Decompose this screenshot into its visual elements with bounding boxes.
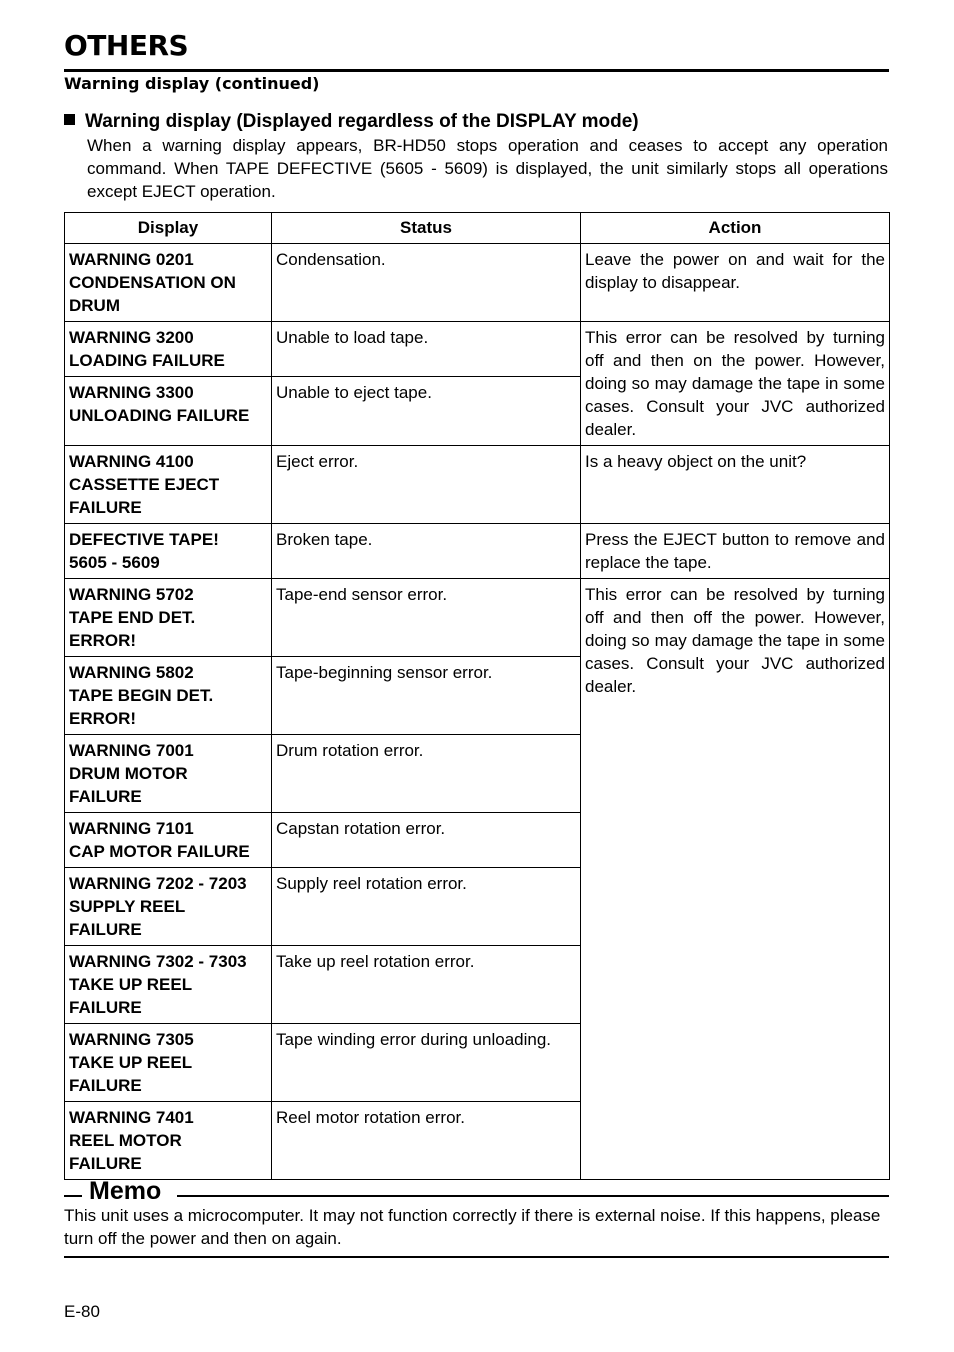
display-line: WARNING 3200 bbox=[69, 328, 194, 347]
status-cell: Broken tape. bbox=[272, 524, 581, 579]
display-cell bbox=[65, 524, 272, 579]
table-row bbox=[65, 446, 890, 524]
action-cell: Leave the power on and wait for the display to disappear. bbox=[581, 244, 890, 322]
square-bullet-icon bbox=[64, 114, 75, 125]
display-line: UNLOADING FAILURE bbox=[69, 406, 250, 426]
display-line: WARNING 7305 bbox=[69, 1030, 194, 1049]
display-cell bbox=[65, 579, 272, 657]
display-line: WARNING 5802 bbox=[69, 663, 194, 682]
display-line: ERROR! bbox=[69, 709, 137, 728]
action-cell: This error can be resolved by turning off and then off the power. However, doing so may damage the tape in some cases. Consult your JVC authorized dealer. bbox=[581, 579, 890, 1180]
display-cell bbox=[65, 446, 272, 524]
table-row bbox=[65, 244, 890, 322]
bullet-heading bbox=[64, 111, 639, 133]
display-cell bbox=[65, 377, 272, 446]
display-line: FAILURE bbox=[69, 998, 142, 1017]
table-row bbox=[65, 579, 890, 657]
memo-title: Memo bbox=[89, 1177, 162, 1205]
table-header-row bbox=[65, 213, 890, 244]
status-cell: Reel motor rotation error. bbox=[272, 1102, 581, 1180]
section-subheading: Warning display (continued) bbox=[64, 74, 320, 93]
column-header-action: Action bbox=[581, 213, 890, 244]
display-cell bbox=[65, 244, 272, 322]
display-line: 5605 - 5609 bbox=[69, 553, 160, 572]
display-line: FAILURE bbox=[69, 498, 142, 517]
column-header-display: Display bbox=[65, 213, 272, 244]
memo-text: This unit uses a microcomputer. It may not function correctly if there is external noise. If this happens, please turn off the power and then on again. bbox=[64, 1206, 881, 1248]
display-line: WARNING 3300 bbox=[69, 383, 194, 403]
section-title: OTHERS bbox=[64, 29, 189, 62]
table-row bbox=[65, 322, 890, 377]
display-line: TAPE END DET. bbox=[69, 608, 196, 627]
display-line: REEL MOTOR bbox=[69, 1131, 182, 1150]
status-cell: Drum rotation error. bbox=[272, 735, 581, 813]
display-line: DRUM bbox=[69, 296, 120, 315]
display-cell bbox=[65, 1024, 272, 1102]
status-cell: Unable to eject tape. bbox=[272, 377, 581, 446]
action-cell: Press the EJECT button to remove and replace the tape. bbox=[581, 524, 890, 579]
status-cell: Eject error. bbox=[272, 446, 581, 524]
display-line: WARNING 0201 bbox=[69, 250, 194, 269]
display-line: DEFECTIVE TAPE! bbox=[69, 530, 219, 549]
display-line: WARNING 7302 - 7303 bbox=[69, 952, 247, 971]
display-line: FAILURE bbox=[69, 1076, 142, 1095]
display-line: WARNING 5702 bbox=[69, 585, 194, 604]
display-line: WARNING 4100 bbox=[69, 452, 194, 471]
status-cell: Tape winding error during unloading. bbox=[272, 1024, 581, 1102]
display-line: WARNING 7401 bbox=[69, 1108, 194, 1127]
display-line: FAILURE bbox=[69, 1154, 142, 1173]
display-line: FAILURE bbox=[69, 920, 142, 939]
status-cell: Tape-end sensor error. bbox=[272, 579, 581, 657]
display-line: CONDENSATION ON bbox=[69, 273, 236, 292]
action-cell: This error can be resolved by turning off and then on the power. However, doing so may damage the tape in some cases. Consult your JVC authorized dealer. bbox=[581, 322, 890, 446]
display-line: TAPE BEGIN DET. bbox=[69, 686, 214, 705]
memo-bottom-rule bbox=[64, 1256, 889, 1258]
display-cell bbox=[65, 322, 272, 377]
display-line: TAKE UP REEL bbox=[69, 975, 193, 994]
display-line: WARNING 7202 - 7203 bbox=[69, 874, 247, 893]
intro-paragraph: When a warning display appears, BR-HD50 stops operation and ceases to accept any operation command. When TAPE DEFECTIVE (5605 - 5609) is displayed, the unit similarly stops all operations except EJECT operation. bbox=[87, 136, 888, 201]
display-line: TAKE UP REEL bbox=[69, 1053, 193, 1072]
title-divider bbox=[64, 69, 889, 72]
display-cell bbox=[65, 735, 272, 813]
display-cell bbox=[65, 868, 272, 946]
display-line: ERROR! bbox=[69, 631, 137, 650]
page-number: E-80 bbox=[64, 1302, 100, 1321]
status-cell: Unable to load tape. bbox=[272, 322, 581, 377]
display-line: CASSETTE EJECT bbox=[69, 475, 220, 494]
status-cell: Supply reel rotation error. bbox=[272, 868, 581, 946]
warning-table bbox=[64, 212, 890, 1180]
display-cell bbox=[65, 813, 272, 868]
display-line: FAILURE bbox=[69, 787, 142, 806]
status-cell: Take up reel rotation error. bbox=[272, 946, 581, 1024]
display-line: WARNING 7001 bbox=[69, 741, 194, 760]
bullet-heading-text: Warning display (Displayed regardless of the DISPLAY mode) bbox=[85, 111, 639, 132]
table-row bbox=[65, 524, 890, 579]
status-cell: Tape-beginning sensor error. bbox=[272, 657, 581, 735]
display-line: LOADING FAILURE bbox=[69, 351, 225, 370]
status-cell: Condensation. bbox=[272, 244, 581, 322]
display-cell bbox=[65, 946, 272, 1024]
column-header-status: Status bbox=[272, 213, 581, 244]
display-line: WARNING 7101 bbox=[69, 819, 194, 838]
display-line: DRUM MOTOR bbox=[69, 764, 188, 783]
display-cell bbox=[65, 657, 272, 735]
action-cell: Is a heavy object on the unit? bbox=[581, 446, 890, 524]
memo-rule-left bbox=[64, 1195, 82, 1197]
display-cell bbox=[65, 1102, 272, 1180]
display-line: SUPPLY REEL bbox=[69, 897, 186, 916]
memo-rule-right bbox=[177, 1195, 889, 1197]
status-cell: Capstan rotation error. bbox=[272, 813, 581, 868]
display-line: CAP MOTOR FAILURE bbox=[69, 842, 250, 861]
